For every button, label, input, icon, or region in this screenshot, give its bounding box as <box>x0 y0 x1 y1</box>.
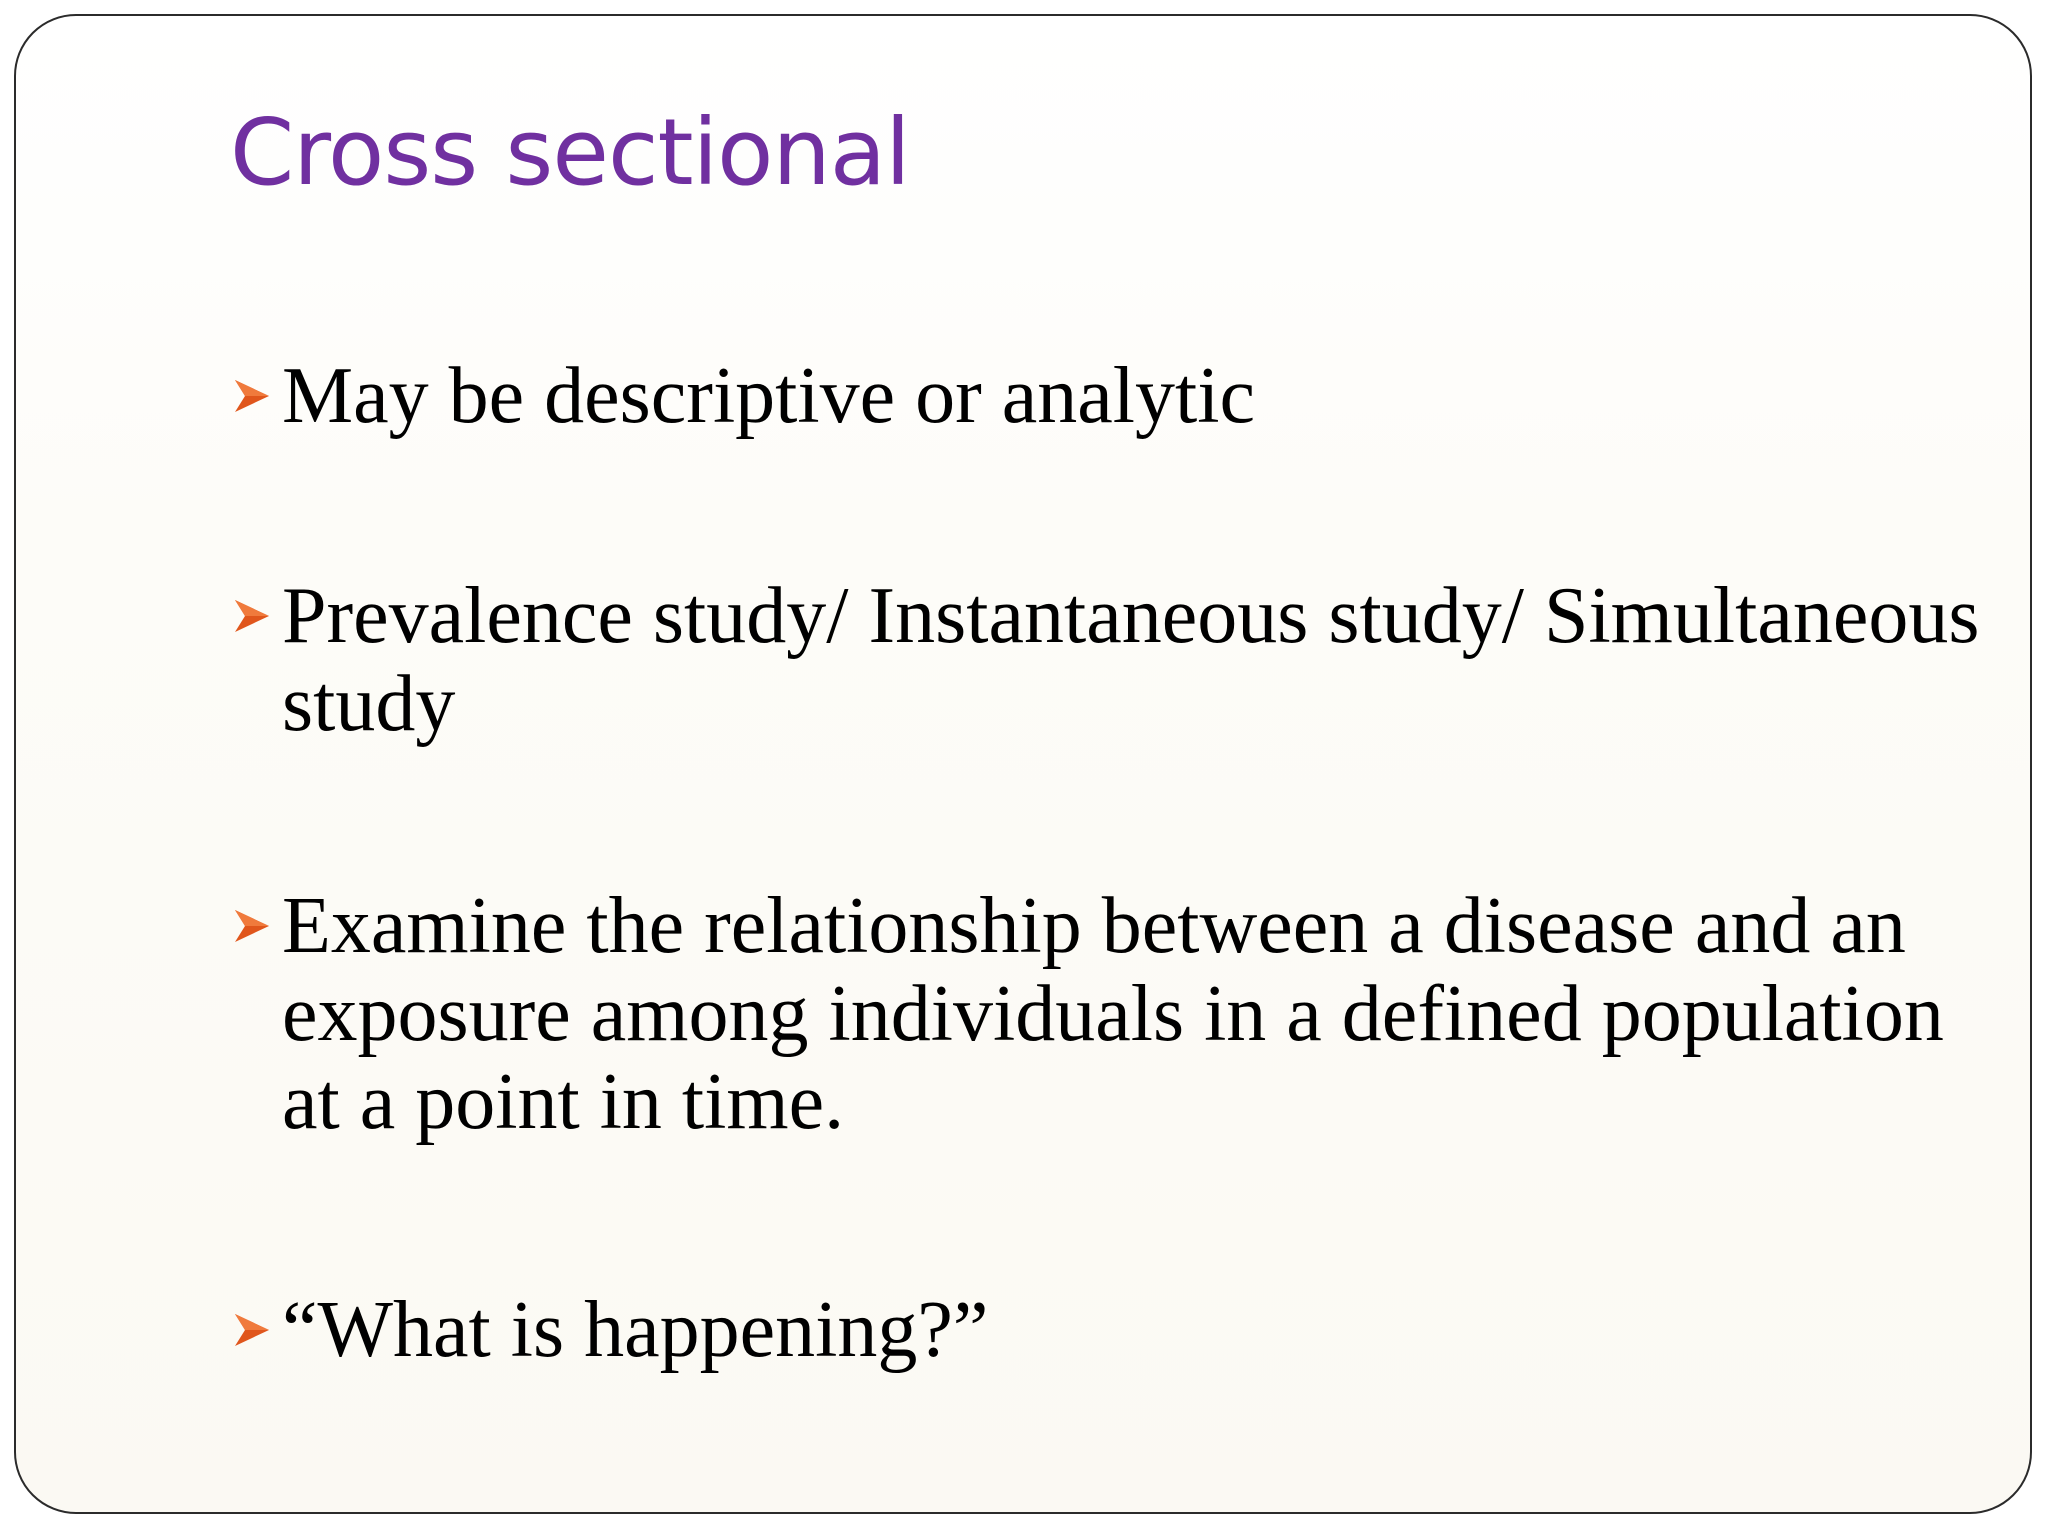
bullet-item <box>232 1286 1992 1374</box>
bullet-item <box>232 572 1992 748</box>
slide <box>14 14 2032 1514</box>
arrowhead-bullet-icon <box>232 572 282 660</box>
arrowhead-bullet-icon <box>232 352 282 440</box>
bullet-text: May be descriptive or analytic <box>282 352 1255 440</box>
arrowhead-bullet-icon <box>232 1286 282 1374</box>
bullet-text: Examine the relationship between a disease and an exposure among individuals in a defined population at a point in time. <box>282 882 1944 1146</box>
slide-title: Cross sectional <box>230 99 910 206</box>
bullet-text: “What is happening?” <box>282 1286 989 1374</box>
bullet-text: Prevalence study/ Instantaneous study/ Simultaneous study <box>282 572 1980 748</box>
bullet-item <box>232 352 1992 440</box>
bullet-item <box>232 882 1992 1146</box>
arrowhead-bullet-icon <box>232 882 282 970</box>
